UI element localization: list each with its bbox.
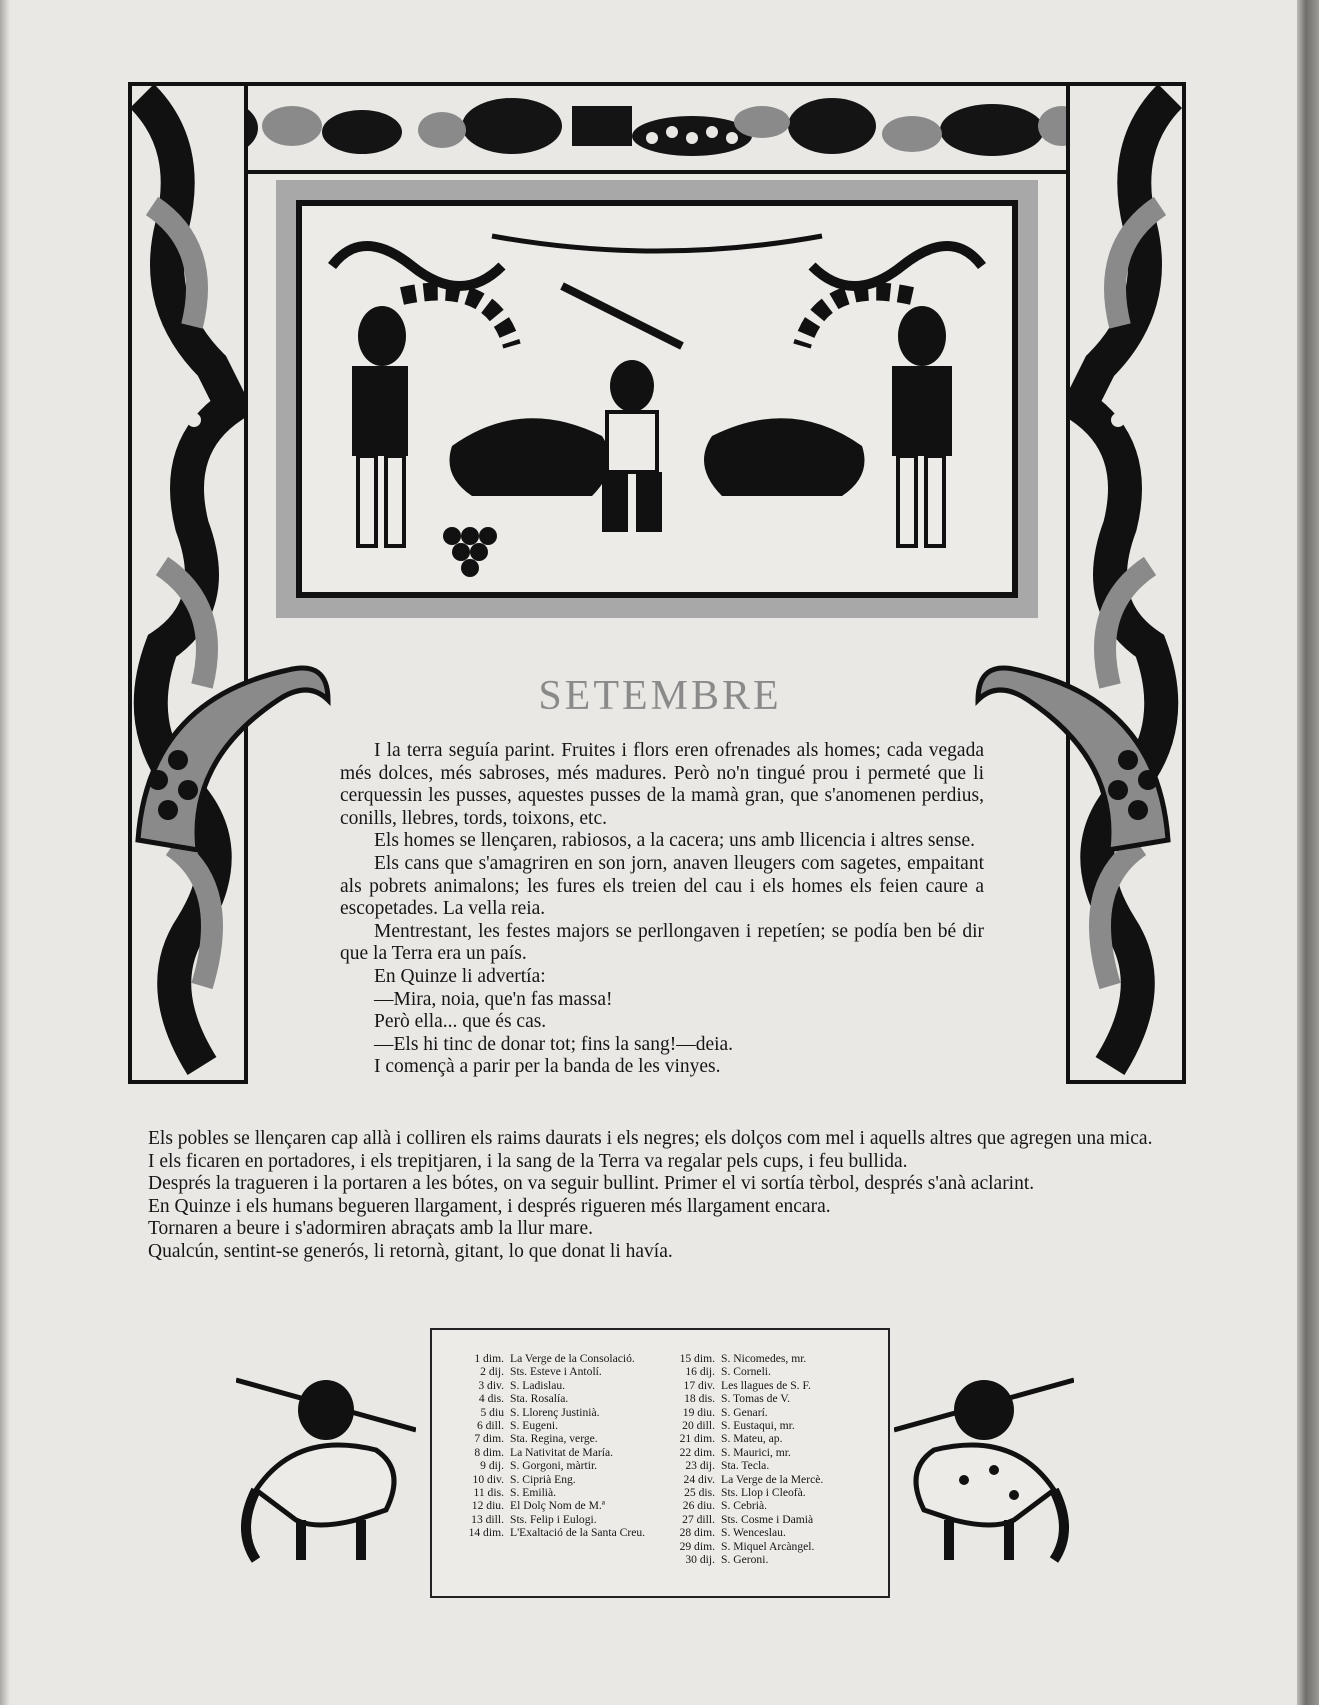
calendar-row bbox=[667, 1392, 870, 1405]
fruit-garland-icon bbox=[132, 86, 1182, 170]
calendar-day: 20 dill. bbox=[682, 1419, 715, 1433]
calendar-saint: La Verge de la Consolació. bbox=[510, 1352, 635, 1365]
calendar-saint: S. Eugeni. bbox=[510, 1419, 558, 1433]
calendar-saint: La Verge de la Mercè. bbox=[721, 1472, 824, 1486]
calendar-day: 2 dij. bbox=[480, 1365, 504, 1379]
calendar-saint: S. Llorenç Justinià. bbox=[510, 1405, 600, 1419]
calendar-saint: S. Corneli. bbox=[721, 1365, 771, 1379]
calendar-saint: Les llagues de S. F. bbox=[721, 1378, 811, 1392]
paragraph: Els homes se llençaren, rabiosos, a la cacera; uns amb llicencia i altres sense. bbox=[374, 830, 976, 852]
calendar-day: 23 dij. bbox=[685, 1459, 715, 1473]
calendar-row bbox=[667, 1486, 870, 1499]
calendar-saint: S. Wenceslau. bbox=[721, 1526, 786, 1540]
cornucopia-right-icon bbox=[968, 640, 1178, 860]
calendar-saint: S. Eustaqui, mr. bbox=[721, 1419, 795, 1433]
calendar-row bbox=[667, 1499, 870, 1512]
calendar-saint: S. Geroni. bbox=[721, 1553, 769, 1567]
calendar-saint: Sts. Cosme i Damià bbox=[721, 1512, 814, 1526]
calendar-day: 8 dim. bbox=[474, 1445, 504, 1459]
calendar-row bbox=[456, 1446, 659, 1459]
calendar-row bbox=[667, 1406, 870, 1419]
calendar-day: 10 div. bbox=[472, 1472, 504, 1486]
calendar-saint: Sts. Esteve i Antolí. bbox=[510, 1365, 602, 1379]
calendar-saint: S. Miquel Arcàngel. bbox=[721, 1539, 815, 1553]
calendar-row bbox=[456, 1486, 659, 1499]
calendar-row bbox=[667, 1553, 870, 1566]
calendar-row bbox=[667, 1513, 870, 1526]
paragraph: Qualcún, sentint-se generós, li retornà, gitant, lo que donat li havía. bbox=[148, 1240, 673, 1262]
calendar-row bbox=[456, 1526, 659, 1539]
narrow-text-block bbox=[340, 740, 984, 1079]
calendar-saint: S. Maurici, mr. bbox=[721, 1445, 791, 1459]
calendar-day: 7 dim. bbox=[474, 1432, 504, 1446]
calendar-saint: Sta. Regina, verge. bbox=[510, 1432, 598, 1446]
calendar-day: 16 dij. bbox=[685, 1365, 715, 1379]
calendar-row bbox=[667, 1473, 870, 1486]
paragraph: —Mira, noia, que'n fas massa! bbox=[374, 988, 613, 1010]
calendar-right-column bbox=[667, 1352, 870, 1567]
calendar-left-column bbox=[456, 1352, 659, 1567]
musician-figures-icon bbox=[1070, 86, 1182, 1080]
calendar-saint: S. Mateu, ap. bbox=[721, 1432, 783, 1446]
calendar-saint: Sts. Felip i Eulogi. bbox=[510, 1512, 597, 1526]
calendar-row bbox=[667, 1540, 870, 1553]
calendar-row bbox=[667, 1432, 870, 1445]
paragraph: Però ella... que és cas. bbox=[374, 1011, 547, 1033]
calendar-row bbox=[667, 1379, 870, 1392]
cornucopia-left-icon bbox=[128, 640, 338, 860]
calendar-day: 15 dim. bbox=[679, 1352, 715, 1365]
page-edge bbox=[1297, 0, 1319, 1705]
vignette-panel bbox=[296, 200, 1018, 598]
calendar-row bbox=[456, 1352, 659, 1365]
calendar-box bbox=[430, 1328, 890, 1598]
rider-right-icon bbox=[894, 1370, 1074, 1570]
paragraph: En Quinze li advertía: bbox=[374, 965, 546, 987]
calendar-day: 28 dim. bbox=[679, 1526, 715, 1540]
harvester-figures-icon bbox=[132, 86, 244, 1080]
calendar-day: 9 dij. bbox=[480, 1459, 504, 1473]
paragraph: I els ficaren en portadores, i els trepitjaren, i la sang de la Terra va regalar pels cups, i feu bullida. bbox=[148, 1150, 908, 1172]
calendar-day: 19 diu. bbox=[682, 1405, 715, 1419]
calendar-saint: Sta. Tecla. bbox=[721, 1459, 770, 1473]
calendar-day: 14 dim. bbox=[468, 1526, 504, 1540]
calendar-day: 1 dim. bbox=[474, 1352, 504, 1365]
calendar-day: 12 diu. bbox=[471, 1499, 504, 1513]
paragraph: Els cans que s'amagriren en son jorn, anaven lleugers com sagetes, empaitant als pobrets animalons; les fures els treien del cau i els homes els feien caure a escopetades. La vella reia. bbox=[340, 852, 984, 920]
calendar-saint: L'Exaltació de la Santa Creu. bbox=[510, 1526, 646, 1540]
calendar-row bbox=[667, 1526, 870, 1539]
paragraph: Després la tragueren i la portaren a les bótes, on va seguir bullint. Primer el vi sortía tèrbol, després s'anà aclarint. bbox=[148, 1173, 1035, 1195]
calendar-row bbox=[456, 1406, 659, 1419]
calendar-row bbox=[456, 1459, 659, 1472]
calendar-saint: S. Ciprià Eng. bbox=[510, 1472, 576, 1486]
month-title: SETEMBRE bbox=[538, 673, 782, 719]
calendar-day: 6 dill. bbox=[476, 1419, 504, 1433]
frame-right-ornament bbox=[1066, 82, 1186, 1084]
calendar-day: 4 dis. bbox=[478, 1392, 504, 1406]
calendar-day: 5 diu bbox=[480, 1405, 504, 1419]
frame-left-ornament bbox=[128, 82, 248, 1084]
calendar-day: 3 div. bbox=[478, 1378, 504, 1392]
calendar-row bbox=[456, 1473, 659, 1486]
calendar-saint: La Nativitat de María. bbox=[510, 1445, 614, 1459]
calendar-day: 11 dis. bbox=[473, 1486, 504, 1500]
calendar-day: 17 div. bbox=[683, 1378, 715, 1392]
calendar-day: 26 diu. bbox=[682, 1499, 715, 1513]
calendar-saint: S. Nicomedes, mr. bbox=[721, 1352, 807, 1365]
calendar-row bbox=[456, 1432, 659, 1445]
calendar-day: 29 dim. bbox=[679, 1539, 715, 1553]
paragraph: En Quinze i els humans begueren llargament, i després rigueren més llargament encara. bbox=[148, 1195, 831, 1217]
hunting-vignette bbox=[276, 180, 1038, 618]
calendar-saint: Sts. Llop i Cleofà. bbox=[721, 1486, 806, 1500]
left-gutter bbox=[0, 0, 10, 1705]
calendar-day: 27 dill. bbox=[682, 1512, 715, 1526]
calendar-row bbox=[667, 1446, 870, 1459]
calendar-day: 18 dis. bbox=[684, 1392, 715, 1406]
calendar-row bbox=[456, 1513, 659, 1526]
calendar-row bbox=[456, 1392, 659, 1405]
calendar-row bbox=[456, 1499, 659, 1512]
calendar-day: 21 dim. bbox=[679, 1432, 715, 1446]
rider-left-icon bbox=[236, 1370, 416, 1570]
calendar-row bbox=[456, 1365, 659, 1378]
paragraph: Els pobles se llençaren cap allà i colliren els raims daurats i els negres; els dolços com mel i aquells altres que agregen una mica. bbox=[148, 1128, 1153, 1149]
calendar-day: 22 dim. bbox=[679, 1445, 715, 1459]
calendar-day: 24 div. bbox=[683, 1472, 715, 1486]
calendar-saint: El Dolç Nom de M.ª bbox=[510, 1499, 605, 1513]
paragraph: I començà a parir per la banda de les vinyes. bbox=[374, 1056, 721, 1078]
calendar-row bbox=[456, 1419, 659, 1432]
calendar-row bbox=[667, 1459, 870, 1472]
hunters-and-dogs-illustration bbox=[302, 206, 1012, 592]
paragraph: Tornaren a beure i s'adormiren abraçats amb la llur mare. bbox=[148, 1218, 594, 1240]
calendar-row bbox=[667, 1365, 870, 1378]
calendar-saint: S. Tomas de V. bbox=[721, 1392, 791, 1406]
paragraph: Mentrestant, les festes majors se perllongaven i repetíen; se podía ben bé dir que la Terra era un país. bbox=[340, 920, 984, 965]
paragraph: I la terra seguía parint. Fruites i flors eren ofrenades als homes; cada vegada més dolces, més sabroses, més madures. Però no'n tingué prou i permeté que li cerquessin les pusses, aquestes pusses de la mamà gran, que s'anomenen perdius, conills, llebres, tords, toixons, etc. bbox=[340, 740, 984, 829]
calendar-saint: S. Cebrià. bbox=[721, 1499, 768, 1513]
paragraph: —Els hi tinc de donar tot; fins la sang!—deia. bbox=[374, 1033, 734, 1055]
calendar-day: 25 dis. bbox=[684, 1486, 715, 1500]
calendar-saint: S. Emilià. bbox=[510, 1486, 557, 1500]
calendar-saint: S. Genarí. bbox=[721, 1405, 768, 1419]
wide-text-block bbox=[114, 1128, 1214, 1264]
calendar-row bbox=[456, 1379, 659, 1392]
frame-top-ornament bbox=[128, 82, 1186, 174]
calendar-day: 30 dij. bbox=[685, 1553, 715, 1567]
calendar-saint: S. Ladislau. bbox=[510, 1378, 566, 1392]
calendar-day: 13 dill. bbox=[471, 1512, 504, 1526]
calendar-row bbox=[667, 1352, 870, 1365]
calendar-saint: Sta. Rosalía. bbox=[510, 1392, 569, 1406]
calendar-saint: S. Gorgoni, màrtir. bbox=[510, 1459, 598, 1473]
calendar-row bbox=[667, 1419, 870, 1432]
